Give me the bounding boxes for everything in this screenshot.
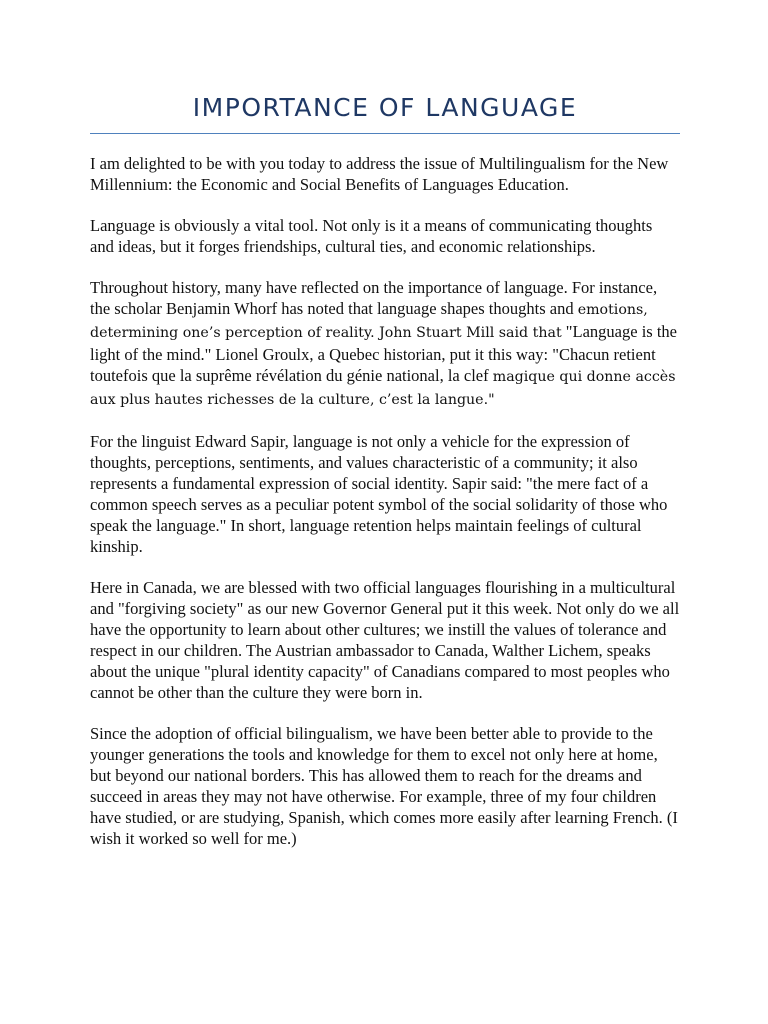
- paragraph-intro: I am delighted to be with you today to address the issue of Multilingualism for the New Millennium: the Economic and Social Benefits of Languages Education.: [90, 154, 669, 194]
- paragraph-bilingualism: Since the adoption of official bilingualism, we have been better able to provide to the younger generations the tools and knowledge for them to excel not only here at home, but beyond our national borders. This has allowed them to reach for the dreams and succeed in areas they may not have otherwise. For example, three of my four children have studied, or are studying, Spanish, which comes more easily after learning French. (I wish it worked so well for me.): [90, 724, 678, 848]
- paragraph-history: [90, 277, 680, 411]
- paragraph-history-line-b: emotions, determining one’s perception of reality. John Stuart Mill said that: [90, 302, 648, 341]
- page-title: IMPORTANCE OF LANGUAGE: [192, 93, 578, 122]
- paragraph-sapir: For the linguist Edward Sapir, language is not only a vehicle for the expression of thoughts, perceptions, sentiments, and values characteristic of a community; it also represents a fundamental expression of social identity. Sapir said: "the mere fact of a common speech serves as a peculiar potent symbol of the social solidarity of those who speak the language." In short, language retention helps maintain feelings of cultural kinship.: [90, 432, 668, 556]
- paragraph-canada: Here in Canada, we are blessed with two official languages flourishing in a multicultural and "forgiving society" as our new Governor General put it this week. Not only do we all have the opportunity to learn about other cultures; we instill the values of tolerance and respect in our children. The Austrian ambassador to Canada, Walther Lichem, speaks about the unique "plural identity capacity" of Canadians compared to most peoples who cannot be other than the culture they were born in.: [90, 578, 680, 702]
- title-underline: [90, 133, 680, 134]
- paragraph-vital-tool: Language is obviously a vital tool. Not only is it a means of communicating thoughts and ideas, but it forges friendships, cultural ties, and economic relationships.: [90, 216, 653, 256]
- paragraph-history-line-c: "Language is the light of the mind." Lionel Groulx, a Quebec historian, put it this way: "Chacun retient toutefois que la suprême révélation du génie national, la clef: [90, 322, 677, 385]
- paragraph-history-line-a: Throughout history, many have reflected on the importance of language. For instance, the scholar Benjamin Whorf has noted that language shapes thoughts and: [90, 278, 658, 318]
- document-body: [90, 153, 680, 869]
- paragraph-history-line-d: magique qui donne accès aux plus hautes richesses de la culture, c’est la langue.": [90, 369, 676, 408]
